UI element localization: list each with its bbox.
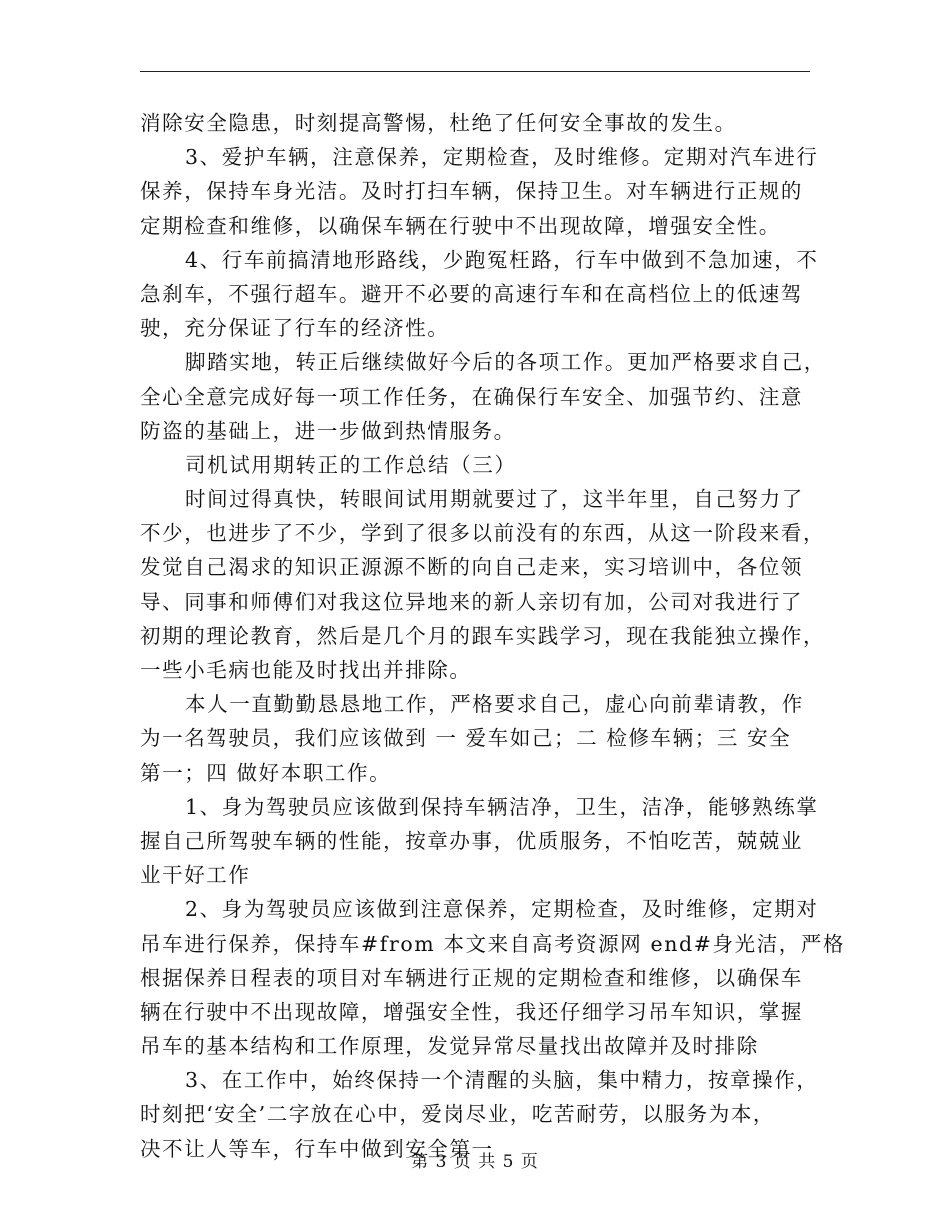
text-line: 吊车的基本结构和工作原理，发觉异常尽量找出故障并及时排除 <box>140 1034 759 1059</box>
text-line: 1、身为驾驶员应该做到保持车辆洁净，卫生，洁净，能够熟练掌 <box>185 794 819 819</box>
text-line: 为一名驾驶员，我们应该做到 一 爱车如己；二 检修车辆；三 安全 <box>140 726 792 751</box>
text-line: 握自己所驾驶车辆的性能，按章办事，优质服务，不怕吃苦，兢兢业 <box>140 828 803 853</box>
text-line: 4、行车前搞清地形路线，少跑冤枉路，行车中做到不急加速，不 <box>185 247 819 272</box>
text-line: 消除安全隐患，时刻提高警惕，杜绝了任何安全事故的发生。 <box>140 111 737 135</box>
text-line: 司机试用期转正的工作总结（三） <box>185 452 517 477</box>
text-line: 驶，充分保证了行车的经济性。 <box>140 316 450 341</box>
header-rule <box>140 71 810 72</box>
text-line: 发觉自己渴求的知识正源源不断的向自己走来，实习培训中，各位领 <box>140 555 803 580</box>
text-line: 急刹车，不强行超车。避开不必要的高速行车和在高档位上的低速驾 <box>140 281 803 306</box>
text-line: 防盗的基础上，进一步做到热情服务。 <box>140 418 516 443</box>
text-line: 业干好工作 <box>140 863 251 888</box>
text-line: 时间过得真快，转眼间试用期就要过了，这半年里，自己努力了 <box>185 487 804 512</box>
text-line: 3、爱护车辆，注意保养，定期检查，及时维修。定期对汽车进行 <box>185 145 819 170</box>
text-line: 根据保养日程表的项目对车辆进行正规的定期检查和维修，以确保车 <box>140 965 803 990</box>
text-line: 初期的理论教育，然后是几个月的跟车实践学习，现在我能独立操作， <box>140 623 826 648</box>
document-body <box>140 106 846 1166</box>
text-line: 吊车进行保养，保持车#from 本文来自高考资源网 end#身光洁，严格 <box>140 931 846 956</box>
text-line: 时刻把‘安全’二字放在心中，爱岗尽业，吃苦耐劳，以服务为本， <box>140 1102 776 1127</box>
text-line: 导、同事和师傅们对我这位异地来的新人亲切有加，公司对我进行了 <box>140 589 803 614</box>
text-line: 脚踏实地，转正后继续做好今后的各项工作。更加严格要求自己， <box>185 350 826 375</box>
text-line: 3、在工作中，始终保持一个清醒的头脑，集中精力，按章操作， <box>185 1068 819 1093</box>
text-line: 决不让人等车，行车中做到安全第一 <box>140 1136 494 1161</box>
text-line: 一些小毛病也能及时找出并排除。 <box>140 658 472 682</box>
text-line: 辆在行驶中不出现故障，增强安全性，我还仔细学习吊车知识，掌握 <box>140 999 803 1024</box>
text-line: 定期检查和维修，以确保车辆在行驶中不出现故障，增强安全性。 <box>140 213 781 238</box>
text-line: 第一；四 做好本职工作。 <box>140 760 392 785</box>
text-line: 本人一直勤勤恳恳地工作，严格要求自己，虚心向前辈请教，作 <box>185 692 804 717</box>
text-line: 不少，也进步了不少，学到了很多以前没有的东西，从这一阶段来看， <box>140 521 826 546</box>
page-footer: 第 3 页 共 5 页 <box>411 1152 539 1172</box>
text-line: 2、身为驾驶员应该做到注意保养，定期检查，及时维修，定期对 <box>185 897 819 922</box>
text-line: 全心全意完成好每一项工作任务，在确保行车安全、加强节约、注意 <box>140 384 803 409</box>
text-line: 保养，保持车身光洁。及时打扫车辆，保持卫生。对车辆进行正规的 <box>140 179 803 204</box>
